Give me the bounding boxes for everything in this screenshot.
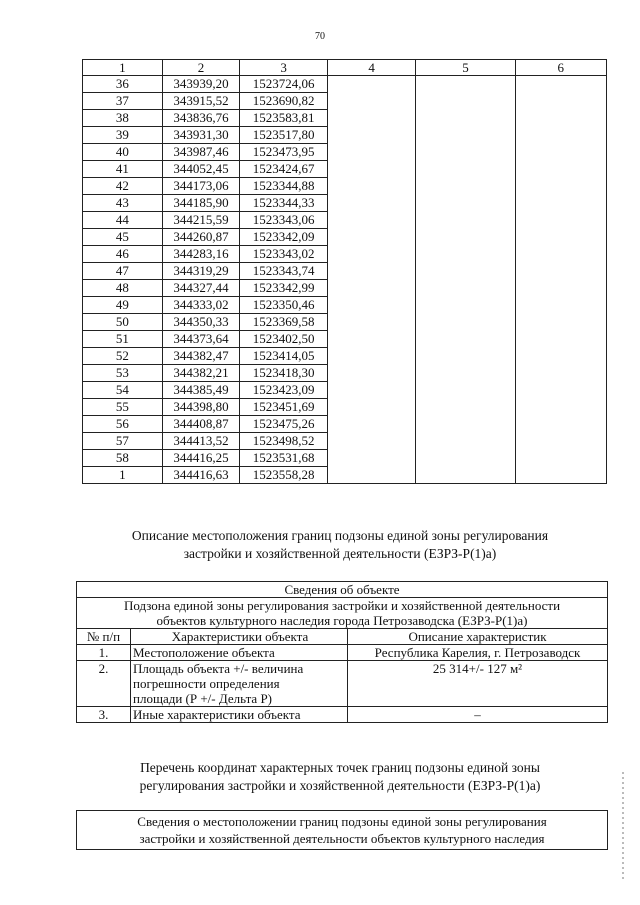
coordinate-y: 1523690,82 <box>240 93 328 110</box>
coordinate-y: 1523423,09 <box>240 382 328 399</box>
table-row <box>83 178 607 195</box>
point-number: 39 <box>83 127 163 144</box>
coordinate-x: 343836,76 <box>162 110 240 127</box>
empty-cell <box>515 178 606 195</box>
empty-cell <box>515 263 606 280</box>
point-number: 56 <box>83 416 163 433</box>
caption-line: застройки и хозяйственной деятельности (ЕЗРЗ-Р(1)а) <box>183 546 497 561</box>
table-row <box>83 399 607 416</box>
characteristic-line: площади (Р +/- Дельта Р) <box>133 691 273 706</box>
coordinate-x: 344382,47 <box>162 348 240 365</box>
empty-cell <box>416 93 515 110</box>
row-characteristic <box>131 661 348 707</box>
empty-cell <box>327 416 415 433</box>
coordinate-x: 344215,59 <box>162 212 240 229</box>
row-description: – <box>348 707 608 723</box>
empty-cell <box>515 433 606 450</box>
empty-cell <box>515 297 606 314</box>
row-characteristic: Иные характеристики объекта <box>131 707 348 723</box>
coordinate-table <box>82 59 607 484</box>
coordinate-x: 344373,64 <box>162 331 240 348</box>
empty-cell <box>327 212 415 229</box>
row-description: 25 314+/- 127 м² <box>348 661 608 707</box>
caption-line: Перечень координат характерных точек границ подзоны единой зоны <box>140 760 540 775</box>
characteristic-line: Площадь объекта +/- величина <box>133 661 304 676</box>
empty-cell <box>327 382 415 399</box>
empty-cell <box>416 348 515 365</box>
column-header: 2 <box>162 60 240 76</box>
section-caption-boundary-description <box>60 527 620 563</box>
point-number: 43 <box>83 195 163 212</box>
point-number: 45 <box>83 229 163 246</box>
coordinate-y: 1523558,28 <box>240 467 328 484</box>
column-header: 5 <box>416 60 515 76</box>
table-row <box>83 229 607 246</box>
table-row <box>83 416 607 433</box>
point-number: 44 <box>83 212 163 229</box>
table-title-row <box>77 811 608 850</box>
point-number: 57 <box>83 433 163 450</box>
row-number: 2. <box>77 661 131 707</box>
empty-cell <box>515 365 606 382</box>
coordinate-x: 344333,02 <box>162 297 240 314</box>
empty-cell <box>416 229 515 246</box>
coordinate-y: 1523414,05 <box>240 348 328 365</box>
table-row <box>77 707 608 723</box>
empty-cell <box>416 433 515 450</box>
section-caption-coordinate-list <box>60 759 620 795</box>
table-row <box>83 263 607 280</box>
empty-cell <box>515 93 606 110</box>
empty-cell <box>416 297 515 314</box>
coordinate-x: 344416,25 <box>162 450 240 467</box>
coordinate-y: 1523451,69 <box>240 399 328 416</box>
empty-cell <box>327 348 415 365</box>
coordinate-y: 1523343,74 <box>240 263 328 280</box>
caption-line: регулирования застройки и хозяйственной деятельности (ЕЗРЗ-Р(1)а) <box>139 778 541 793</box>
column-header: № п/п <box>77 629 131 645</box>
table-row <box>77 645 608 661</box>
table-row <box>77 661 608 707</box>
empty-cell <box>416 382 515 399</box>
column-header: Описание характеристик <box>348 629 608 645</box>
empty-cell <box>416 365 515 382</box>
empty-cell <box>327 297 415 314</box>
table-row <box>83 76 607 93</box>
empty-cell <box>327 195 415 212</box>
empty-cell <box>327 127 415 144</box>
empty-cell <box>416 450 515 467</box>
empty-cell <box>515 314 606 331</box>
table-row <box>83 144 607 161</box>
row-characteristic: Местоположение объекта <box>131 645 348 661</box>
coordinate-x: 344385,49 <box>162 382 240 399</box>
empty-cell <box>327 229 415 246</box>
table-subtitle <box>77 598 608 629</box>
coordinate-x: 344413,52 <box>162 433 240 450</box>
characteristic-line: погрешности определения <box>133 676 280 691</box>
page-number: 70 <box>315 31 325 42</box>
empty-cell <box>416 331 515 348</box>
empty-cell <box>515 212 606 229</box>
empty-cell <box>327 76 415 93</box>
point-number: 58 <box>83 450 163 467</box>
point-number: 37 <box>83 93 163 110</box>
point-number: 49 <box>83 297 163 314</box>
coordinate-x: 343931,30 <box>162 127 240 144</box>
point-number: 36 <box>83 76 163 93</box>
row-number: 1. <box>77 645 131 661</box>
table-title-row <box>77 582 608 598</box>
title-line: Сведения о местоположении границ подзоны единой зоны регулирования <box>137 814 547 829</box>
coordinate-y: 1523343,02 <box>240 246 328 263</box>
empty-cell <box>416 127 515 144</box>
boundary-info-table <box>76 810 608 850</box>
point-number: 38 <box>83 110 163 127</box>
point-number: 55 <box>83 399 163 416</box>
point-number: 48 <box>83 280 163 297</box>
coordinate-x: 344260,87 <box>162 229 240 246</box>
row-description: Республика Карелия, г. Петрозаводск <box>348 645 608 661</box>
point-number: 1 <box>83 467 163 484</box>
coordinate-x: 344350,33 <box>162 314 240 331</box>
empty-cell <box>515 229 606 246</box>
table-row <box>83 467 607 484</box>
point-number: 47 <box>83 263 163 280</box>
empty-cell <box>515 467 606 484</box>
empty-cell <box>416 212 515 229</box>
empty-cell <box>515 416 606 433</box>
point-number: 50 <box>83 314 163 331</box>
empty-cell <box>515 280 606 297</box>
coordinate-x: 344283,16 <box>162 246 240 263</box>
empty-cell <box>515 382 606 399</box>
empty-cell <box>327 110 415 127</box>
empty-cell <box>327 314 415 331</box>
table-row <box>83 195 607 212</box>
coordinate-y: 1523531,68 <box>240 450 328 467</box>
empty-cell <box>515 76 606 93</box>
empty-cell <box>327 161 415 178</box>
table-row <box>83 110 607 127</box>
empty-cell <box>327 467 415 484</box>
column-header: 3 <box>240 60 328 76</box>
empty-cell <box>515 144 606 161</box>
point-number: 51 <box>83 331 163 348</box>
empty-cell <box>416 399 515 416</box>
coordinate-y: 1523498,52 <box>240 433 328 450</box>
margin-scan-mark <box>622 772 624 882</box>
column-header: Характеристики объекта <box>131 629 348 645</box>
table-header-row <box>83 60 607 76</box>
coordinate-x: 344173,06 <box>162 178 240 195</box>
point-number: 40 <box>83 144 163 161</box>
column-header: 1 <box>83 60 163 76</box>
empty-cell <box>327 246 415 263</box>
table-title: Сведения об объекте <box>77 582 608 598</box>
table-row <box>83 280 607 297</box>
table-row <box>83 297 607 314</box>
empty-cell <box>327 93 415 110</box>
empty-cell <box>515 399 606 416</box>
empty-cell <box>416 467 515 484</box>
coordinate-y: 1523402,50 <box>240 331 328 348</box>
empty-cell <box>515 161 606 178</box>
coordinate-y: 1523342,99 <box>240 280 328 297</box>
empty-cell <box>515 450 606 467</box>
point-number: 46 <box>83 246 163 263</box>
table-row <box>83 93 607 110</box>
coordinate-y: 1523344,88 <box>240 178 328 195</box>
table-row <box>83 161 607 178</box>
empty-cell <box>515 195 606 212</box>
table-row <box>83 127 607 144</box>
empty-cell <box>416 178 515 195</box>
coordinate-x: 344398,80 <box>162 399 240 416</box>
empty-cell <box>327 365 415 382</box>
table-row <box>83 365 607 382</box>
coordinate-x: 344327,44 <box>162 280 240 297</box>
table-row <box>83 382 607 399</box>
table-row <box>83 433 607 450</box>
coordinate-y: 1523342,09 <box>240 229 328 246</box>
empty-cell <box>515 127 606 144</box>
empty-cell <box>327 331 415 348</box>
coordinate-x: 343915,52 <box>162 93 240 110</box>
point-number: 53 <box>83 365 163 382</box>
point-number: 41 <box>83 161 163 178</box>
empty-cell <box>327 280 415 297</box>
coordinate-y: 1523424,67 <box>240 161 328 178</box>
empty-cell <box>515 331 606 348</box>
empty-cell <box>416 246 515 263</box>
table-row <box>83 212 607 229</box>
empty-cell <box>515 110 606 127</box>
coordinate-x: 343987,46 <box>162 144 240 161</box>
object-info-table <box>76 581 608 723</box>
coordinate-y: 1523344,33 <box>240 195 328 212</box>
coordinate-x: 343939,20 <box>162 76 240 93</box>
empty-cell <box>515 246 606 263</box>
table-title <box>77 811 608 850</box>
coordinate-y: 1523369,58 <box>240 314 328 331</box>
title-line: застройки и хозяйственной деятельности объектов культурного наследия <box>139 831 545 846</box>
table-row <box>83 348 607 365</box>
table-subtitle-row <box>77 598 608 629</box>
row-number: 3. <box>77 707 131 723</box>
empty-cell <box>416 110 515 127</box>
column-header: 4 <box>327 60 415 76</box>
coordinate-y: 1523350,46 <box>240 297 328 314</box>
point-number: 54 <box>83 382 163 399</box>
empty-cell <box>416 416 515 433</box>
coordinate-y: 1523343,06 <box>240 212 328 229</box>
table-row <box>83 246 607 263</box>
coordinate-y: 1523475,26 <box>240 416 328 433</box>
empty-cell <box>416 144 515 161</box>
empty-cell <box>416 76 515 93</box>
coordinate-x: 344382,21 <box>162 365 240 382</box>
coordinate-y: 1523473,95 <box>240 144 328 161</box>
coordinate-y: 1523517,80 <box>240 127 328 144</box>
caption-line: Описание местоположения границ подзоны единой зоны регулирования <box>131 528 549 543</box>
coordinate-x: 344408,87 <box>162 416 240 433</box>
coordinate-y: 1523418,30 <box>240 365 328 382</box>
empty-cell <box>327 144 415 161</box>
empty-cell <box>327 263 415 280</box>
empty-cell <box>416 263 515 280</box>
empty-cell <box>327 399 415 416</box>
empty-cell <box>515 348 606 365</box>
table-row <box>83 450 607 467</box>
empty-cell <box>416 280 515 297</box>
coordinate-x: 344416,63 <box>162 467 240 484</box>
table-row <box>83 314 607 331</box>
coordinate-x: 344052,45 <box>162 161 240 178</box>
coordinate-x: 344319,29 <box>162 263 240 280</box>
point-number: 42 <box>83 178 163 195</box>
empty-cell <box>416 195 515 212</box>
subtitle-line: объектов культурного наследия города Петрозаводска (ЕЗРЗ-Р(1)а) <box>156 613 528 628</box>
point-number: 52 <box>83 348 163 365</box>
subtitle-line: Подзона единой зоны регулирования застройки и хозяйственной деятельности <box>123 598 561 613</box>
empty-cell <box>327 433 415 450</box>
empty-cell <box>416 161 515 178</box>
empty-cell <box>416 314 515 331</box>
empty-cell <box>327 178 415 195</box>
empty-cell <box>327 450 415 467</box>
table-header-row <box>77 629 608 645</box>
table-row <box>83 331 607 348</box>
coordinate-y: 1523583,81 <box>240 110 328 127</box>
coordinate-x: 344185,90 <box>162 195 240 212</box>
column-header: 6 <box>515 60 606 76</box>
coordinate-y: 1523724,06 <box>240 76 328 93</box>
